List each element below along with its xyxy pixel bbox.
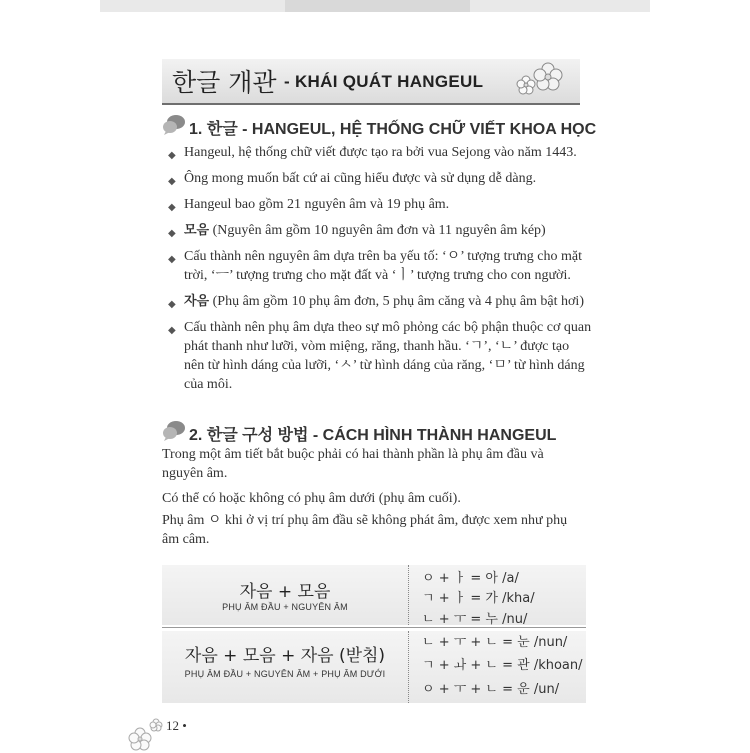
paragraph: Trong một âm tiết bắt buộc phải có hai thành phần là phụ âm đầu và nguyên âm. [162,447,544,481]
title-bar [162,59,580,105]
list-item: ◆ Hangeul, hệ thống chữ viết được tạo ra bởi vua Sejong vào năm 1443. [168,145,577,161]
speech-bubbles-icon [162,420,186,442]
example: ㄱ + ㅏ = 가 /kha/ [422,591,535,606]
list-item: ◆ Cấu thành nên nguyên âm dựa trên ba yếu tố: ‘ㅇ’ tượng trưng cho mặt trời, ‘ㅡ’ tượng trưng cho mặt đất và ‘ㅣ’ tượng trưng cho con người. [168,249,582,283]
page-number: 12 • [166,718,187,733]
example: ㅇ + ㅏ = 아 /a/ [422,571,519,586]
example: ㄱ + ㅘ + ㄴ = 관 /khoan/ [422,658,583,673]
paragraph: Phụ âm ㅇ khi ở vị trí phụ âm đầu sẽ không phát âm, được xem như phụ âm câm. [162,513,568,547]
list-item: ◆ 자음 (Phụ âm gồm 10 phụ âm đơn, 5 phụ âm căng và 4 phụ âm bật hơi) [168,294,584,310]
list-item: ◆ Hangeul bao gồm 21 nguyên âm và 19 phụ âm. [168,197,450,213]
top-strip [100,0,650,12]
speech-bubbles-icon [162,114,186,136]
formation-table [162,565,586,701]
keyword: 자음 [184,294,210,309]
example: ㄴ + ㅜ = 누 /nu/ [422,612,528,627]
table-row [162,631,586,703]
list-item: ◆ Ông mong muốn bất cứ ai cũng hiểu được và sử dụng dễ dàng. [168,171,537,187]
section-1-bullets [162,143,592,401]
example: ㄴ + ㅜ + ㄴ = 눈 /nun/ [422,635,568,650]
page-title-vietnamese: - KHÁI QUÁT HANGEUL [284,72,484,91]
formula-vietnamese: PHỤ ÂM ĐẦU + NGUYÊN ÂM [222,602,348,612]
example: ㅇ + ㅜ + ㄴ = 운 /un/ [422,682,560,697]
list-item: ◆ Cấu thành nên phụ âm dựa theo sự mô phỏng các bộ phận thuộc cơ quan phát thanh như lưỡi, vòm miệng, răng, thanh hầu. ‘ㄱ’, ‘ㄴ’ được tạo nên từ hình dáng của lưỡi, ‘ㅅ’ từ hình dáng của răng, ‘ㅁ’ từ hình dáng của môi. [168,320,592,392]
flower-icon [510,59,570,99]
page: 한글 개관 - KHÁI QUÁT HANGEUL 1. 한글 - HANGEUL, HỆ THỐNG CHỮ VIẾT KHOA HỌC ◆ Hangeul, hệ thống chữ viết được tạo ra bởi vua Sejong vào năm 1443. ◆ Ông mong muốn bất cứ ai cũng hiểu được và sử dụng dễ dàng. ◆ Hangeul bao gồm 21 nguyên âm và 19 phụ âm. ◆ 모음 (Nguyên âm gồm 10 nguyên âm đơn và 11 nguyên âm kép) ◆ Cấu thành nên nguyên âm dựa trên ba yếu tố: ‘ㅇ’ tượng trưng cho mặt trời, ‘ㅡ’ tượng trưng cho mặt đất và ‘ㅣ’ tượng trưng cho con người. ◆ 자음 (Phụ âm gồm 10 phụ âm đơn, 5 phụ âm căng và 4 phụ âm bật hơi) ◆ Cấu thành nên phụ âm dựa theo sự mô phỏng các bộ phận thuộc cơ quan phát thanh như lưỡi, vòm miệng, răng, thanh hầu. ‘ㄱ’, ‘ㄴ’ được tạo nên từ hình dáng của lưỡi, ‘ㅅ’ từ hình dáng của răng, ‘ㅁ’ từ hình dáng của môi. 2. 한글 구성 방법 - CÁCH HÌNH THÀNH HANGEUL Trong một âm tiết bắt buộc phải có hai thành phần là phụ âm đầu và nguyên âm. Có thể có hoặc không có phụ âm dưới (phụ âm cuối). Phụ âm ㅇ khi ở vị trí phụ âm đầu sẽ không phát âm, được xem như phụ âm câm. 자음 + 모음 PHỤ ÂM ĐẦU + NGUYÊN ÂM ㅇ + ㅏ = 아 /a/ ㄱ + ㅏ = 가 /kha/ ㄴ + ㅜ = 누 /nu/ 자음 + 모음 + 자음 (받침) PHỤ ÂM ĐẦU + NGUYÊN ÂM + PHỤ ÂM DƯỚI ㄴ + ㅜ + ㄴ = 눈 /nun/ ㄱ + ㅘ + ㄴ = 관 /khoan/ ㅇ + ㅜ + ㄴ = 운 /un/ 12 • [100,12,650,750]
formula-korean: 자음 + 모음 [239,582,331,602]
list-item: ◆ 모음 (Nguyên âm gồm 10 nguyên âm đơn và 11 nguyên âm kép) [168,223,546,239]
formula-vietnamese: PHỤ ÂM ĐẦU + NGUYÊN ÂM + PHỤ ÂM DƯỚI [184,669,386,679]
page-title-korean: 한글 개관 [172,68,277,97]
keyword: 모음 [184,223,210,238]
table-row [162,565,586,625]
paragraph: Có thể có hoặc không có phụ âm dưới (phụ âm cuối). [162,491,461,506]
formula-korean: 자음 + 모음 + 자음 (받침) [184,646,386,666]
flower-icon [126,717,166,753]
